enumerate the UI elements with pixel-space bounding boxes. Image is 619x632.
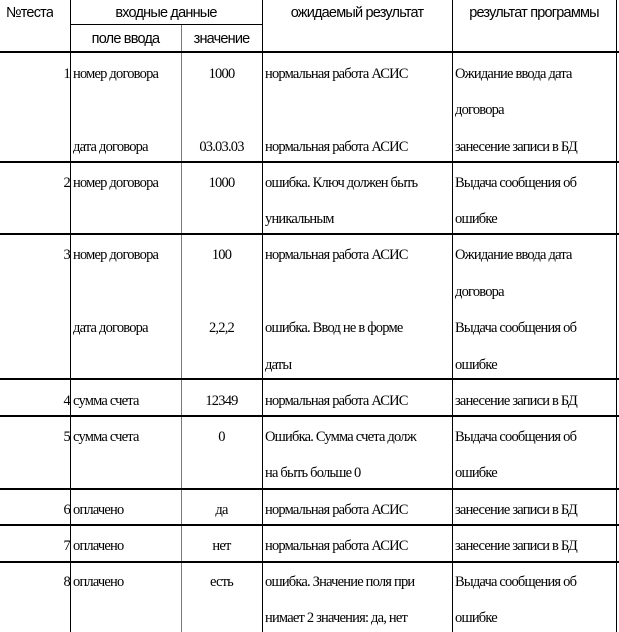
header-expected-result: ожидаемый результат	[290, 5, 424, 21]
test-group-border	[0, 161, 619, 163]
input-field-cell: оплачено	[73, 502, 124, 518]
program-result-cell: Ожидание ввода дата	[455, 247, 572, 263]
expected-result-cell: ошибка. Ввод не в форме	[265, 320, 403, 336]
program-result-cell: ошибке	[455, 610, 497, 626]
test-group-border	[0, 233, 619, 235]
value-cell: 0	[218, 429, 225, 445]
value-cell: нет	[212, 538, 231, 554]
program-result-cell: Выдача сообщения об	[455, 175, 577, 191]
value-cell: 03.03.03	[199, 139, 244, 155]
program-result-cell: Выдача сообщения об	[455, 429, 577, 445]
program-result-cell: занесение записи в БД	[455, 502, 577, 518]
program-result-cell: ошибке	[455, 211, 497, 227]
header-bottom-border	[0, 51, 619, 53]
input-field-cell: дата договора	[73, 320, 148, 336]
expected-result-cell: ошибка. Ключ должен быть	[265, 175, 418, 191]
program-result-cell: Ожидание ввода дата	[455, 66, 572, 82]
value-cell: 1000	[208, 175, 235, 191]
expected-result-cell: нормальная работа АСИС	[265, 538, 408, 554]
program-result-cell: Выдача сообщения об	[455, 574, 577, 590]
column-divider	[262, 0, 263, 632]
program-result-cell: Выдача сообщения об	[455, 320, 577, 336]
value-cell: 2,2,2	[208, 320, 234, 336]
program-result-cell: договора	[455, 284, 504, 300]
expected-result-cell: уникальным	[265, 211, 334, 227]
input-field-cell: номер договора	[73, 66, 159, 82]
test-group-border	[0, 415, 619, 417]
test-number-cell: 4	[63, 393, 70, 409]
expected-result-cell: нормальная работа АСИС	[265, 247, 408, 263]
test-group-border	[0, 561, 619, 563]
program-result-cell: занесение записи в БД	[455, 538, 577, 554]
value-cell: 1000	[208, 66, 235, 82]
test-number-cell: 8	[63, 574, 70, 590]
input-field-cell: оплачено	[73, 574, 124, 590]
expected-result-cell: на быть больше 0	[265, 465, 361, 481]
column-divider	[616, 0, 617, 632]
value-cell: есть	[210, 574, 233, 590]
header-input-field: поле ввода	[91, 31, 160, 47]
input-field-cell: сумма счета	[73, 393, 139, 409]
expected-result-cell: нормальная работа АСИС	[265, 139, 408, 155]
program-result-cell: занесение записи в БД	[455, 393, 577, 409]
test-number-cell: 5	[63, 429, 70, 445]
expected-result-cell: Ошибка. Сумма счета долж	[265, 429, 416, 445]
header-test-number: №теста	[6, 5, 54, 21]
test-group-border	[0, 488, 619, 490]
header-value: значение	[193, 31, 250, 47]
header-program-result: результат программы	[469, 5, 599, 21]
expected-result-cell: даты	[265, 357, 292, 373]
expected-result-cell: нормальная работа АСИС	[265, 502, 408, 518]
expected-result-cell: нимает 2 значения: да, нет	[265, 610, 408, 626]
input-field-cell: дата договора	[73, 139, 148, 155]
value-cell: 100	[211, 247, 232, 263]
expected-result-cell: нормальная работа АСИС	[265, 66, 408, 82]
expected-result-cell: нормальная работа АСИС	[265, 393, 408, 409]
column-divider	[452, 0, 453, 632]
test-number-cell: 2	[63, 175, 70, 191]
input-field-cell: номер договора	[73, 175, 159, 191]
value-cell: 12349	[205, 393, 238, 409]
input-field-cell: оплачено	[73, 538, 124, 554]
value-cell: да	[215, 502, 228, 518]
test-group-border	[0, 524, 619, 526]
test-number-cell: 6	[63, 502, 70, 518]
test-number-cell: 3	[63, 247, 70, 263]
input-field-cell: номер договора	[73, 247, 159, 263]
test-number-cell: 7	[63, 538, 70, 554]
input-field-cell: сумма счета	[73, 429, 139, 445]
test-group-border	[0, 378, 619, 380]
program-result-cell: ошибке	[455, 465, 497, 481]
test-number-cell: 1	[63, 66, 70, 82]
header-input-data: входные данные	[115, 5, 217, 21]
expected-result-cell: ошибка. Значение поля при	[265, 574, 415, 590]
program-result-cell: ошибке	[455, 357, 497, 373]
program-result-cell: занесение записи в БД	[455, 139, 577, 155]
header-subdivider	[70, 24, 262, 25]
program-result-cell: договора	[455, 102, 504, 118]
column-divider	[70, 0, 71, 632]
